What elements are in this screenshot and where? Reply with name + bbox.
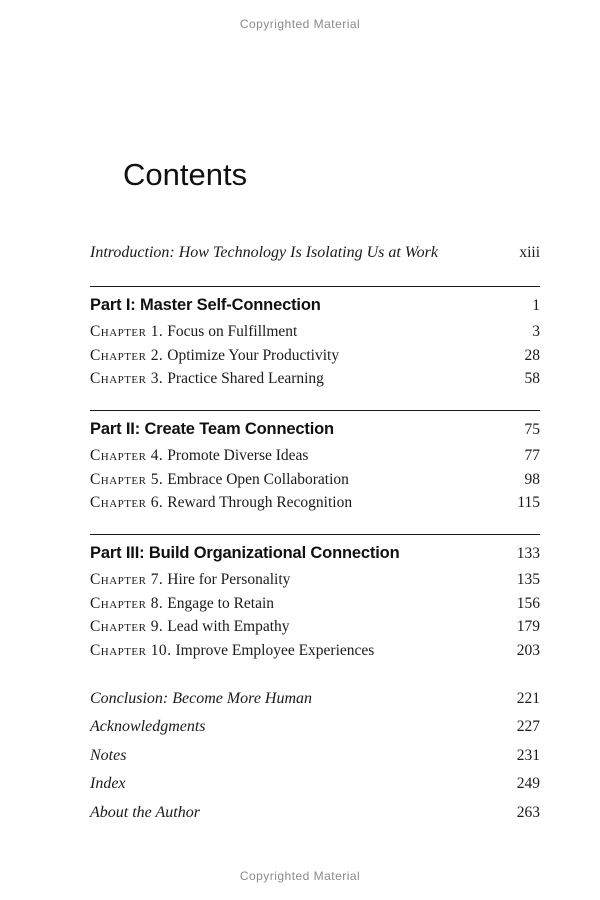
page-number: 1 (532, 297, 540, 315)
entry-label: Notes (90, 746, 127, 764)
chapter-number: Chapter 9. (90, 618, 164, 636)
toc-entry-chapter-3 (90, 370, 540, 388)
page-number: xiii (519, 244, 540, 262)
toc-entry-index (90, 775, 540, 793)
toc-entry-chapter-5 (90, 471, 540, 489)
toc-entry-chapter-4 (90, 447, 540, 465)
entry-label: About the Author (90, 803, 200, 821)
chapter-number: Chapter 6. (90, 494, 164, 512)
front-matter-section (90, 244, 540, 262)
part-section-1 (90, 286, 540, 388)
page-number: 203 (516, 641, 540, 659)
toc-entry-about-the-author (90, 804, 540, 822)
toc-entry-chapter-2 (90, 347, 540, 365)
chapter-number: Chapter 10. (90, 641, 172, 659)
back-matter-section (90, 690, 540, 822)
table-of-contents (90, 0, 540, 832)
page-title: Contents (123, 157, 248, 192)
chapter-title: Hire for Personality (167, 571, 291, 589)
toc-entry-chapter-10 (90, 642, 540, 660)
page-number: 221 (516, 689, 540, 707)
chapter-title: Practice Shared Learning (167, 370, 324, 388)
part-title: Part I: Master Self-Connection (90, 296, 321, 315)
part-title: Part II: Create Team Connection (90, 420, 334, 439)
chapter-number: Chapter 2. (90, 346, 164, 364)
entry-label: Index (90, 775, 126, 793)
part-heading-row (90, 296, 540, 315)
toc-entry-chapter-1 (90, 323, 540, 341)
part-section-3 (90, 534, 540, 660)
entry-label: Acknowledgments (90, 718, 206, 736)
toc-entry-chapter-9 (90, 618, 540, 636)
part-heading-row (90, 420, 540, 439)
chapter-number: Chapter 3. (90, 370, 164, 388)
toc-entry-introduction (90, 244, 540, 262)
page-number: 133 (516, 545, 540, 563)
chapter-title: Reward Through Recognition (167, 494, 353, 512)
toc-entry-notes (90, 747, 540, 765)
entry-label: Conclusion: Become More Human (90, 689, 313, 707)
page-number: 75 (524, 421, 540, 439)
page-number: 263 (516, 803, 540, 821)
chapter-title: Focus on Fulfillment (167, 323, 298, 341)
chapter-title: Engage to Retain (167, 594, 275, 612)
page-number: 156 (516, 594, 540, 612)
copyright-notice-top: Copyrighted Material (239, 17, 361, 31)
page-number: 58 (524, 370, 540, 388)
copyright-notice-bottom: Copyrighted Material (239, 869, 361, 883)
chapter-number: Chapter 1. (90, 323, 164, 341)
chapter-title: Improve Employee Experiences (175, 641, 375, 659)
chapter-title: Optimize Your Productivity (167, 346, 340, 364)
chapter-number: Chapter 7. (90, 571, 164, 589)
page-number: 3 (532, 323, 540, 341)
chapter-number: Chapter 8. (90, 594, 164, 612)
toc-entry-chapter-6 (90, 494, 540, 512)
page-number: 249 (516, 775, 540, 793)
part-title: Part III: Build Organizational Connection (90, 544, 400, 563)
page-number: 227 (516, 718, 540, 736)
chapter-number: Chapter 4. (90, 447, 164, 465)
page-number: 28 (524, 346, 540, 364)
page-number: 98 (524, 470, 540, 488)
chapter-title: Promote Diverse Ideas (167, 447, 309, 465)
page-number: 231 (516, 746, 540, 764)
toc-entry-conclusion (90, 690, 540, 708)
entry-label: Introduction: How Technology Is Isolating Us at Work (90, 244, 438, 262)
chapter-title: Lead with Empathy (167, 618, 290, 636)
page-number: 135 (516, 571, 540, 589)
page-number: 179 (516, 618, 540, 636)
part-section-2 (90, 410, 540, 512)
toc-entry-chapter-7 (90, 571, 540, 589)
part-heading-row (90, 544, 540, 563)
toc-entry-acknowledgments (90, 718, 540, 736)
chapter-number: Chapter 5. (90, 470, 164, 488)
page-number: 115 (517, 494, 540, 512)
page-number: 77 (524, 447, 540, 465)
chapter-title: Embrace Open Collaboration (167, 470, 349, 488)
toc-entry-chapter-8 (90, 595, 540, 613)
